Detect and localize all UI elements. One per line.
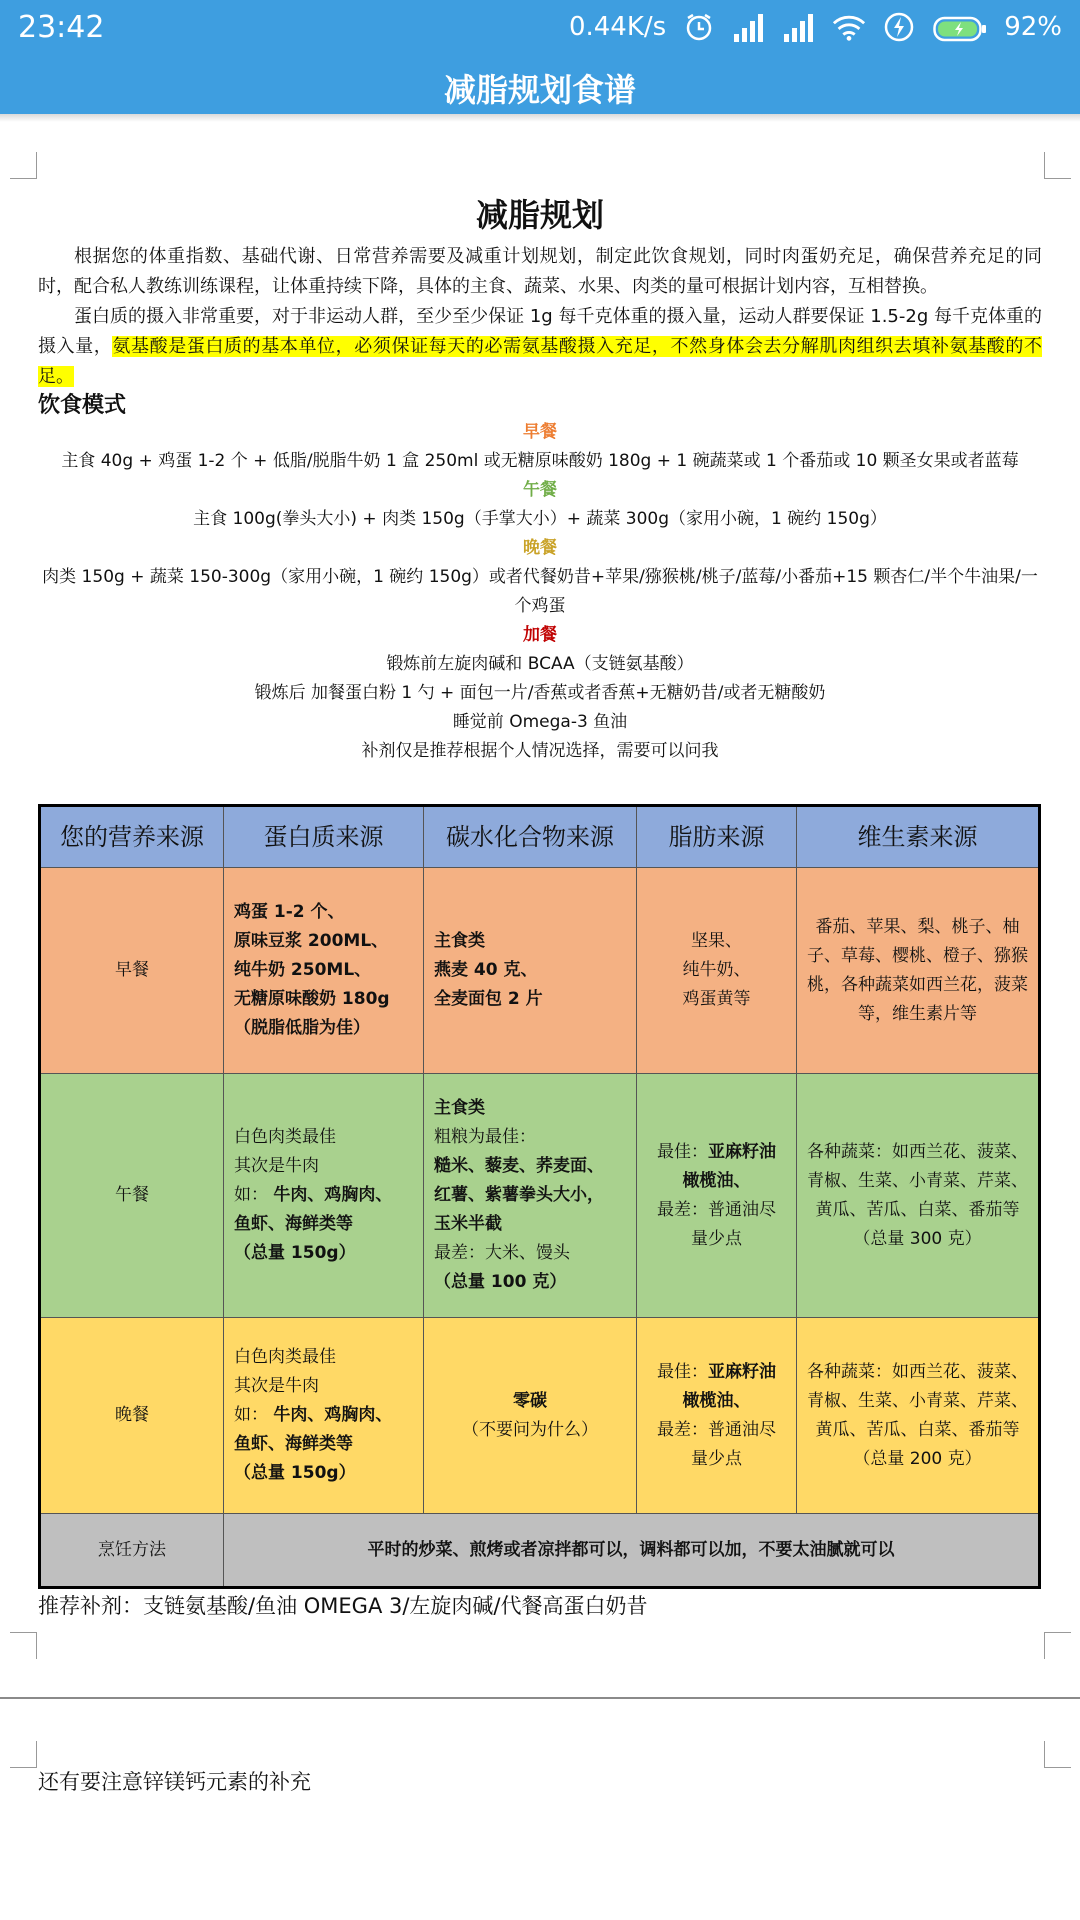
dinner-fat-cell (637, 1318, 797, 1514)
cell-line: 白色肉类最佳 (234, 1347, 336, 1367)
breakfast-protein-cell (224, 868, 424, 1074)
row-label-lunch: 午餐 (40, 1074, 224, 1318)
table-row-cooking (40, 1514, 1040, 1588)
status-time: 23:42 (18, 10, 105, 45)
table-header: 碳水化合物来源 (424, 806, 637, 868)
supplements-note: 推荐补剂：支链氨基酸/鱼油 OMEGA 3/左旋肉碱/代餐高蛋白奶昔 (38, 1594, 648, 1618)
cell-line: 纯牛奶、 (682, 960, 751, 980)
cell-line: 最差：普通油尽 (657, 1199, 776, 1220)
dinner-carb-cell (424, 1318, 637, 1514)
cell-line: 全麦面包 2 片 (434, 989, 543, 1009)
highlighted-text: 氨基酸是蛋白质的基本单位，必须保证每天的必需氨基酸摄入充足，不然身体会去分解肌肉组织去填补氨基酸的不足。 (38, 336, 1043, 387)
table-row-breakfast (40, 868, 1040, 1074)
cell-line: （不要问为什么） (462, 1419, 598, 1440)
cell-line: 白色肉类最佳 (234, 1127, 336, 1147)
cell-line: 鱼虾、海鲜类等 (234, 1214, 353, 1234)
cell-line: 鸡蛋黄等 (682, 989, 751, 1009)
dinner-label: 晚餐 (523, 538, 557, 558)
cell-line: 橄榄油、 (682, 1170, 751, 1191)
page-corner-mark (10, 152, 37, 179)
intro-paragraph-2 (38, 302, 1042, 392)
page-corner-mark (1044, 1741, 1071, 1768)
battery-level: 92% (1004, 12, 1062, 42)
battery-icon (932, 12, 988, 42)
title-bar-shadow (0, 114, 1080, 122)
cell-line: 量少点 (691, 1448, 742, 1469)
cell-line: 主食类 (434, 931, 485, 951)
cell-line: （总量 200 克） (853, 1448, 982, 1469)
signal-icon-sim2 (782, 12, 816, 42)
cell-line: 鱼虾、海鲜类等 (234, 1434, 353, 1454)
cell-line: （总量 150g） (234, 1463, 356, 1483)
extra-line-2: 锻炼后 加餐蛋白粉 1 勺 + 面包一片/香蕉或者香蕉+无糖奶昔/或者无糖酸奶 (254, 683, 826, 703)
cell-line: 主食类 (434, 1098, 485, 1118)
cell-text-bold: 牛肉、鸡胸肉、 (273, 1405, 393, 1425)
table-header: 脂肪来源 (637, 806, 797, 868)
lunch-label: 午餐 (523, 480, 557, 500)
cell-line: 橄榄油、 (682, 1390, 751, 1411)
extra-line-3: 睡觉前 Omega-3 鱼油 (452, 712, 628, 732)
cell-line: 原味豆浆 200ML、 (234, 931, 389, 951)
cell-line (647, 1138, 786, 1167)
row-label-dinner: 晚餐 (40, 1318, 224, 1514)
cell-line: 燕麦 40 克、 (434, 960, 538, 980)
status-bar (0, 0, 1080, 62)
cell-line: 量少点 (691, 1228, 742, 1249)
wifi-icon (832, 12, 866, 42)
page-corner-mark (1044, 152, 1071, 179)
app-title: 减脂规划食谱 (443, 71, 636, 109)
app-title-bar (0, 62, 1080, 114)
dinner-protein-cell (224, 1318, 424, 1514)
cell-line (234, 1181, 413, 1210)
nutrition-table (38, 804, 1041, 1589)
status-icons (569, 12, 1062, 42)
cell-text: 最佳： (657, 1141, 708, 1162)
page-separator (0, 1697, 1080, 1699)
cell-text: 最佳： (657, 1361, 708, 1382)
document-title: 减脂规划 (475, 196, 604, 234)
cell-line: 鸡蛋 1-2 个、 (234, 902, 345, 922)
breakfast-label: 早餐 (523, 422, 557, 442)
extra-meal-label: 加餐 (523, 625, 557, 645)
cell-line (647, 1358, 786, 1387)
table-header: 您的营养来源 (40, 806, 224, 868)
network-speed: 0.44K/s (568, 12, 667, 42)
cell-line: 各种蔬菜：如西兰花、菠菜、青椒、生菜、小青菜、芹菜、黄瓜、苦瓜、白菜、番茄等 (807, 1361, 1028, 1440)
page-corner-mark (10, 1632, 37, 1659)
page2-note: 还有要注意锌镁钙元素的补充 (38, 1770, 311, 1794)
row-label-cooking: 烹饪方法 (40, 1514, 224, 1588)
row-label-breakfast: 早餐 (40, 868, 224, 1074)
extra-line-4: 补剂仅是推荐根据个人情况选择，需要可以问我 (361, 741, 719, 761)
charging-icon (882, 12, 916, 42)
table-header-row (40, 806, 1040, 868)
intro-paragraph-1: 根据您的体重指数、基础代谢、日常营养需要及减重计划规划，制定此饮食规划，同时肉蛋奶充足，确保营养充足的同时，配合私人教练训练课程，让体重持续下降，具体的主食、蔬菜、水果、肉类的量可根据计划内容，互相替换。 (38, 246, 1042, 297)
cell-line: 其次是牛肉 (234, 1156, 319, 1176)
cell-line: 玉米半截 (434, 1214, 502, 1234)
cell-line: 红薯、紫薯拳头大小， (434, 1185, 604, 1205)
breakfast-block (38, 418, 1042, 766)
cell-line: （脱脂低脂为佳） (234, 1018, 370, 1038)
lunch-fat-cell (637, 1074, 797, 1318)
cell-line: 粗粮为最佳： (434, 1127, 536, 1147)
intro-paragraph-2-text: 蛋白质的摄入非常重要，对于非运动人群，至少至少保证 1g 每千克体重的摄入量，运动人群要保证 1.5-2g 每千克体重的摄入量， (38, 306, 1042, 357)
table-row-lunch (40, 1074, 1040, 1318)
table-header: 蛋白质来源 (224, 806, 424, 868)
cell-line: 各种蔬菜：如西兰花、菠菜、青椒、生菜、小青菜、芹菜、黄瓜、苦瓜、白菜、番茄等 (807, 1141, 1028, 1220)
table-header: 维生素来源 (797, 806, 1040, 868)
alarm-icon (682, 12, 716, 42)
signal-icon-sim1 (732, 12, 766, 42)
cell-line: （总量 300 克） (853, 1228, 982, 1249)
breakfast-text: 主食 40g + 鸡蛋 1-2 个 + 低脂/脱脂牛奶 1 盒 250ml 或无糖原味酸奶 180g + 1 碗蔬菜或 1 个番茄或 10 颗圣女果或者蓝莓 (61, 451, 1019, 471)
lunch-vitamin-cell (797, 1074, 1040, 1318)
cell-line: （总量 150g） (234, 1243, 356, 1263)
lunch-text: 主食 100g(拳头大小) + 肉类 150g（手掌大小）+ 蔬菜 300g（家用小碗，1 碗约 150g） (193, 509, 887, 529)
dinner-text: 肉类 150g + 蔬菜 150-300g（家用小碗，1 碗约 150g）或者代餐奶昔+苹果/猕猴桃/桃子/蓝莓/小番茄+15 颗杏仁/半个牛油果/一个鸡蛋 (42, 567, 1038, 616)
cell-text-bold: 亚麻籽油 (708, 1361, 776, 1382)
lunch-protein-cell (224, 1074, 424, 1318)
cell-line: 无糖原味酸奶 180g (234, 989, 390, 1009)
cell-line (234, 1401, 413, 1430)
cell-line: 零碳 (513, 1390, 547, 1411)
cell-text: 如： (234, 1405, 268, 1425)
page-corner-mark (10, 1741, 37, 1768)
breakfast-fat-cell (637, 868, 797, 1074)
cell-line: 纯牛奶 250ML、 (234, 960, 372, 980)
extra-line-1: 锻炼前左旋肉碱和 BCAA（支链氨基酸） (386, 654, 694, 674)
breakfast-vitamin-cell: 番茄、苹果、梨、桃子、柚子、草莓、樱桃、橙子、猕猴桃，各种蔬菜如西兰花，菠菜等，维生素片等 (797, 868, 1040, 1074)
cell-line: 坚果、 (691, 931, 742, 951)
cell-text: 如： (234, 1185, 268, 1205)
cell-line: （总量 100 克） (434, 1272, 567, 1292)
table-row-dinner (40, 1318, 1040, 1514)
breakfast-carb-cell (424, 868, 637, 1074)
lunch-carb-cell (424, 1074, 637, 1318)
cooking-method-cell: 平时的炒菜、煎烤或者凉拌都可以，调料都可以加，不要太油腻就可以 (224, 1514, 1040, 1588)
cell-line: 最差：大米、馒头 (434, 1243, 570, 1263)
cell-text-bold: 亚麻籽油 (708, 1141, 776, 1162)
diet-mode-heading: 饮食模式 (38, 393, 127, 418)
cell-line: 其次是牛肉 (234, 1376, 319, 1396)
cell-line: 糙米、藜麦、荞麦面、 (434, 1156, 604, 1176)
page-corner-mark (1044, 1632, 1071, 1659)
cell-text-bold: 牛肉、鸡胸肉、 (273, 1185, 393, 1205)
cell-line: 最差：普通油尽 (657, 1419, 776, 1440)
dinner-vitamin-cell (797, 1318, 1040, 1514)
